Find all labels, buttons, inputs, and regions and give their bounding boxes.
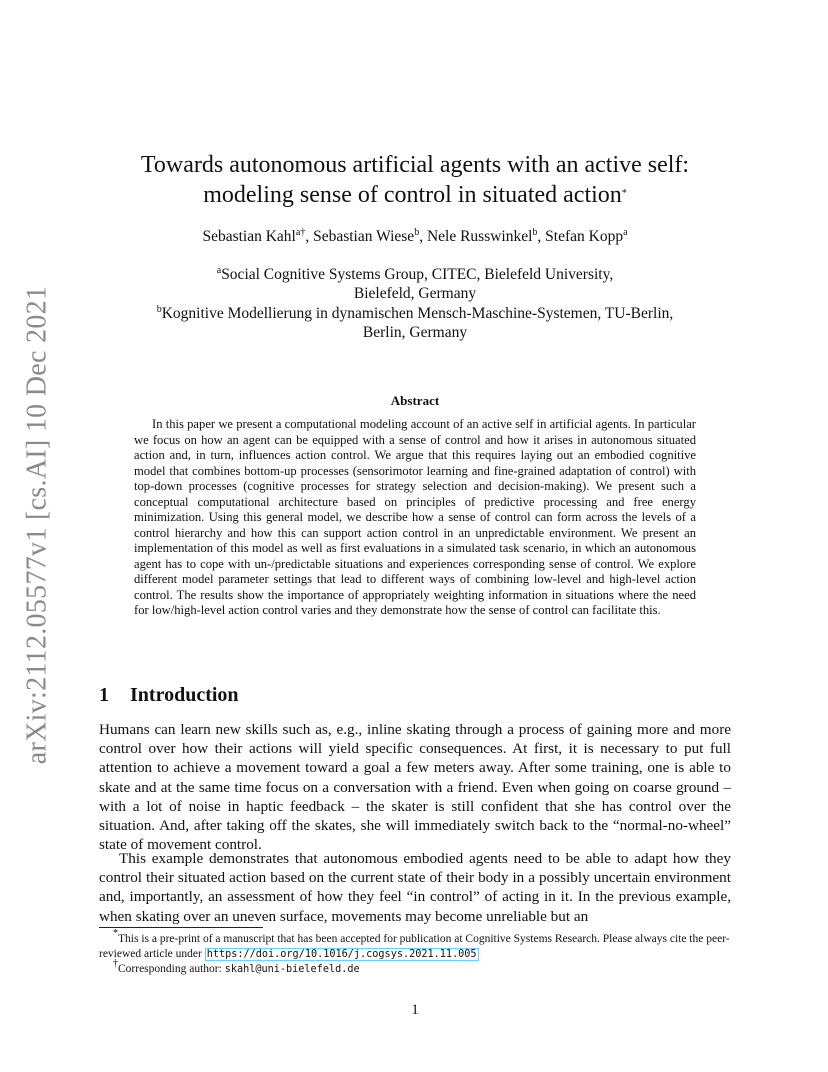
paper-title bbox=[100, 150, 730, 210]
author-name: Nele Russwinkel bbox=[426, 228, 533, 245]
author-affiliation-marker: b bbox=[414, 227, 420, 238]
abstract-text: In this paper we present a computational modeling account of an active self in artificial agents. In particular we focus on how an agent can be equipped with a sense of control and how it arises in autonomous situated action and, in turn, influences action control. We argue that this requires laying out an embodied cognitive model that combines bottom-up processes (sensorimotor learning and fine-grained adaptation of control) with top-down processes (cognitive processes for strategy selection and decision-making). We present such a conceptual computational architecture based on principles of predictive processing and free energy minimization. Using this general model, we describe how a sense of control can form across the levels of a control hierarchy and how this can support action control in an unpredictable environment. We present an implementation of this model as well as first evaluations in a simulated task scenario, in which an autonomous agent has to cope with un-/predictable situations and experiences corresponding sense of control. We explore different model parameter settings that lead to different ways of combining low-level and high-level action control. The results show the importance of appropriately weighting information in situations where the need for low/high-level action control varies and they demonstrate how the sense of control can facilitate this. bbox=[134, 417, 696, 617]
arxiv-stamp-text: arXiv:2112.05577v1 [cs.AI] 10 Dec 2021 bbox=[21, 285, 52, 765]
author-name: Sebastian Kahl bbox=[202, 228, 296, 245]
author-affiliation-marker: a bbox=[623, 227, 628, 238]
affiliation-line: Berlin, Germany bbox=[362, 324, 468, 341]
body-paragraph: Humans can learn new skills such as, e.g., inline skating through a process of gaining more and more control over how their actions will yield specific consequences. At first, it is necessary to put full attention to achieve a movement toward a goal a few meters away. After some training, one is able to skate and at the same time focus on a conversation with a friend. Even when going on coarse ground – with a lot of noise in haptic feedback – the skater is still confident that she has control over the situation. And, after taking off the skates, she will immediately switch back to the “normal-no-wheel” state of movement control. bbox=[99, 721, 731, 854]
author-affiliation-marker: b bbox=[532, 227, 538, 238]
author-email: skahl@uni-bielefeld.de bbox=[224, 964, 360, 975]
affiliation-a bbox=[100, 265, 730, 303]
footnote-text: This is a pre-print of a manuscript that has been accepted for publication at Cognitive Systems Research. Please always cite the peer-reviewed article under bbox=[99, 933, 730, 960]
arxiv-stamp bbox=[21, 285, 52, 765]
footnote-2 bbox=[99, 958, 731, 977]
footnote-rule bbox=[99, 927, 263, 928]
affiliation-marker: a bbox=[216, 265, 222, 276]
doi-link[interactable]: https://doi.org/10.1016/j.cogsys.2021.11.005 bbox=[206, 949, 477, 960]
page-number: 1 bbox=[411, 1002, 419, 1018]
affiliation-line: Bielefeld, Germany bbox=[353, 285, 477, 302]
affiliation-line: Kognitive Modellierung in dynamischen Mensch-Maschine-Systemen, TU-Berlin, bbox=[161, 305, 674, 322]
author-name: Sebastian Wiese bbox=[313, 228, 415, 245]
affiliation-marker: b bbox=[156, 304, 162, 315]
author-name: Stefan Kopp bbox=[545, 228, 624, 245]
title-footnote-marker: * bbox=[621, 188, 627, 199]
author-affiliation-marker: a† bbox=[295, 227, 306, 238]
abstract-heading: Abstract bbox=[390, 393, 440, 408]
title-line-1: Towards autonomous artificial agents with an active self: bbox=[140, 152, 690, 178]
author-separator: , bbox=[419, 228, 427, 245]
section-heading bbox=[99, 684, 239, 707]
affiliation-line: Social Cognitive Systems Group, CITEC, Bielefeld University, bbox=[221, 266, 614, 283]
section-number: 1 bbox=[99, 684, 109, 706]
body-paragraph: This example demonstrates that autonomous embodied agents need to be able to adapt how they control their situated action based on the current state of their body in a possibly uncertain environment and, importantly, an assessment of how they feel “in control” of acting in it. In the previous example, when skating over an uneven surface, movements may become unreliable but an bbox=[99, 850, 731, 925]
title-line-2: modeling sense of control in situated action bbox=[203, 182, 622, 208]
footnote-marker: † bbox=[113, 958, 118, 969]
author-list bbox=[100, 228, 730, 246]
footnote-1 bbox=[99, 928, 731, 962]
affiliation-b bbox=[100, 304, 730, 342]
footnote-text: Corresponding author: bbox=[118, 963, 225, 975]
footnote-marker: * bbox=[113, 928, 118, 939]
author-separator: , bbox=[305, 228, 314, 245]
author-separator: , bbox=[537, 228, 546, 245]
section-title: Introduction bbox=[130, 684, 239, 706]
